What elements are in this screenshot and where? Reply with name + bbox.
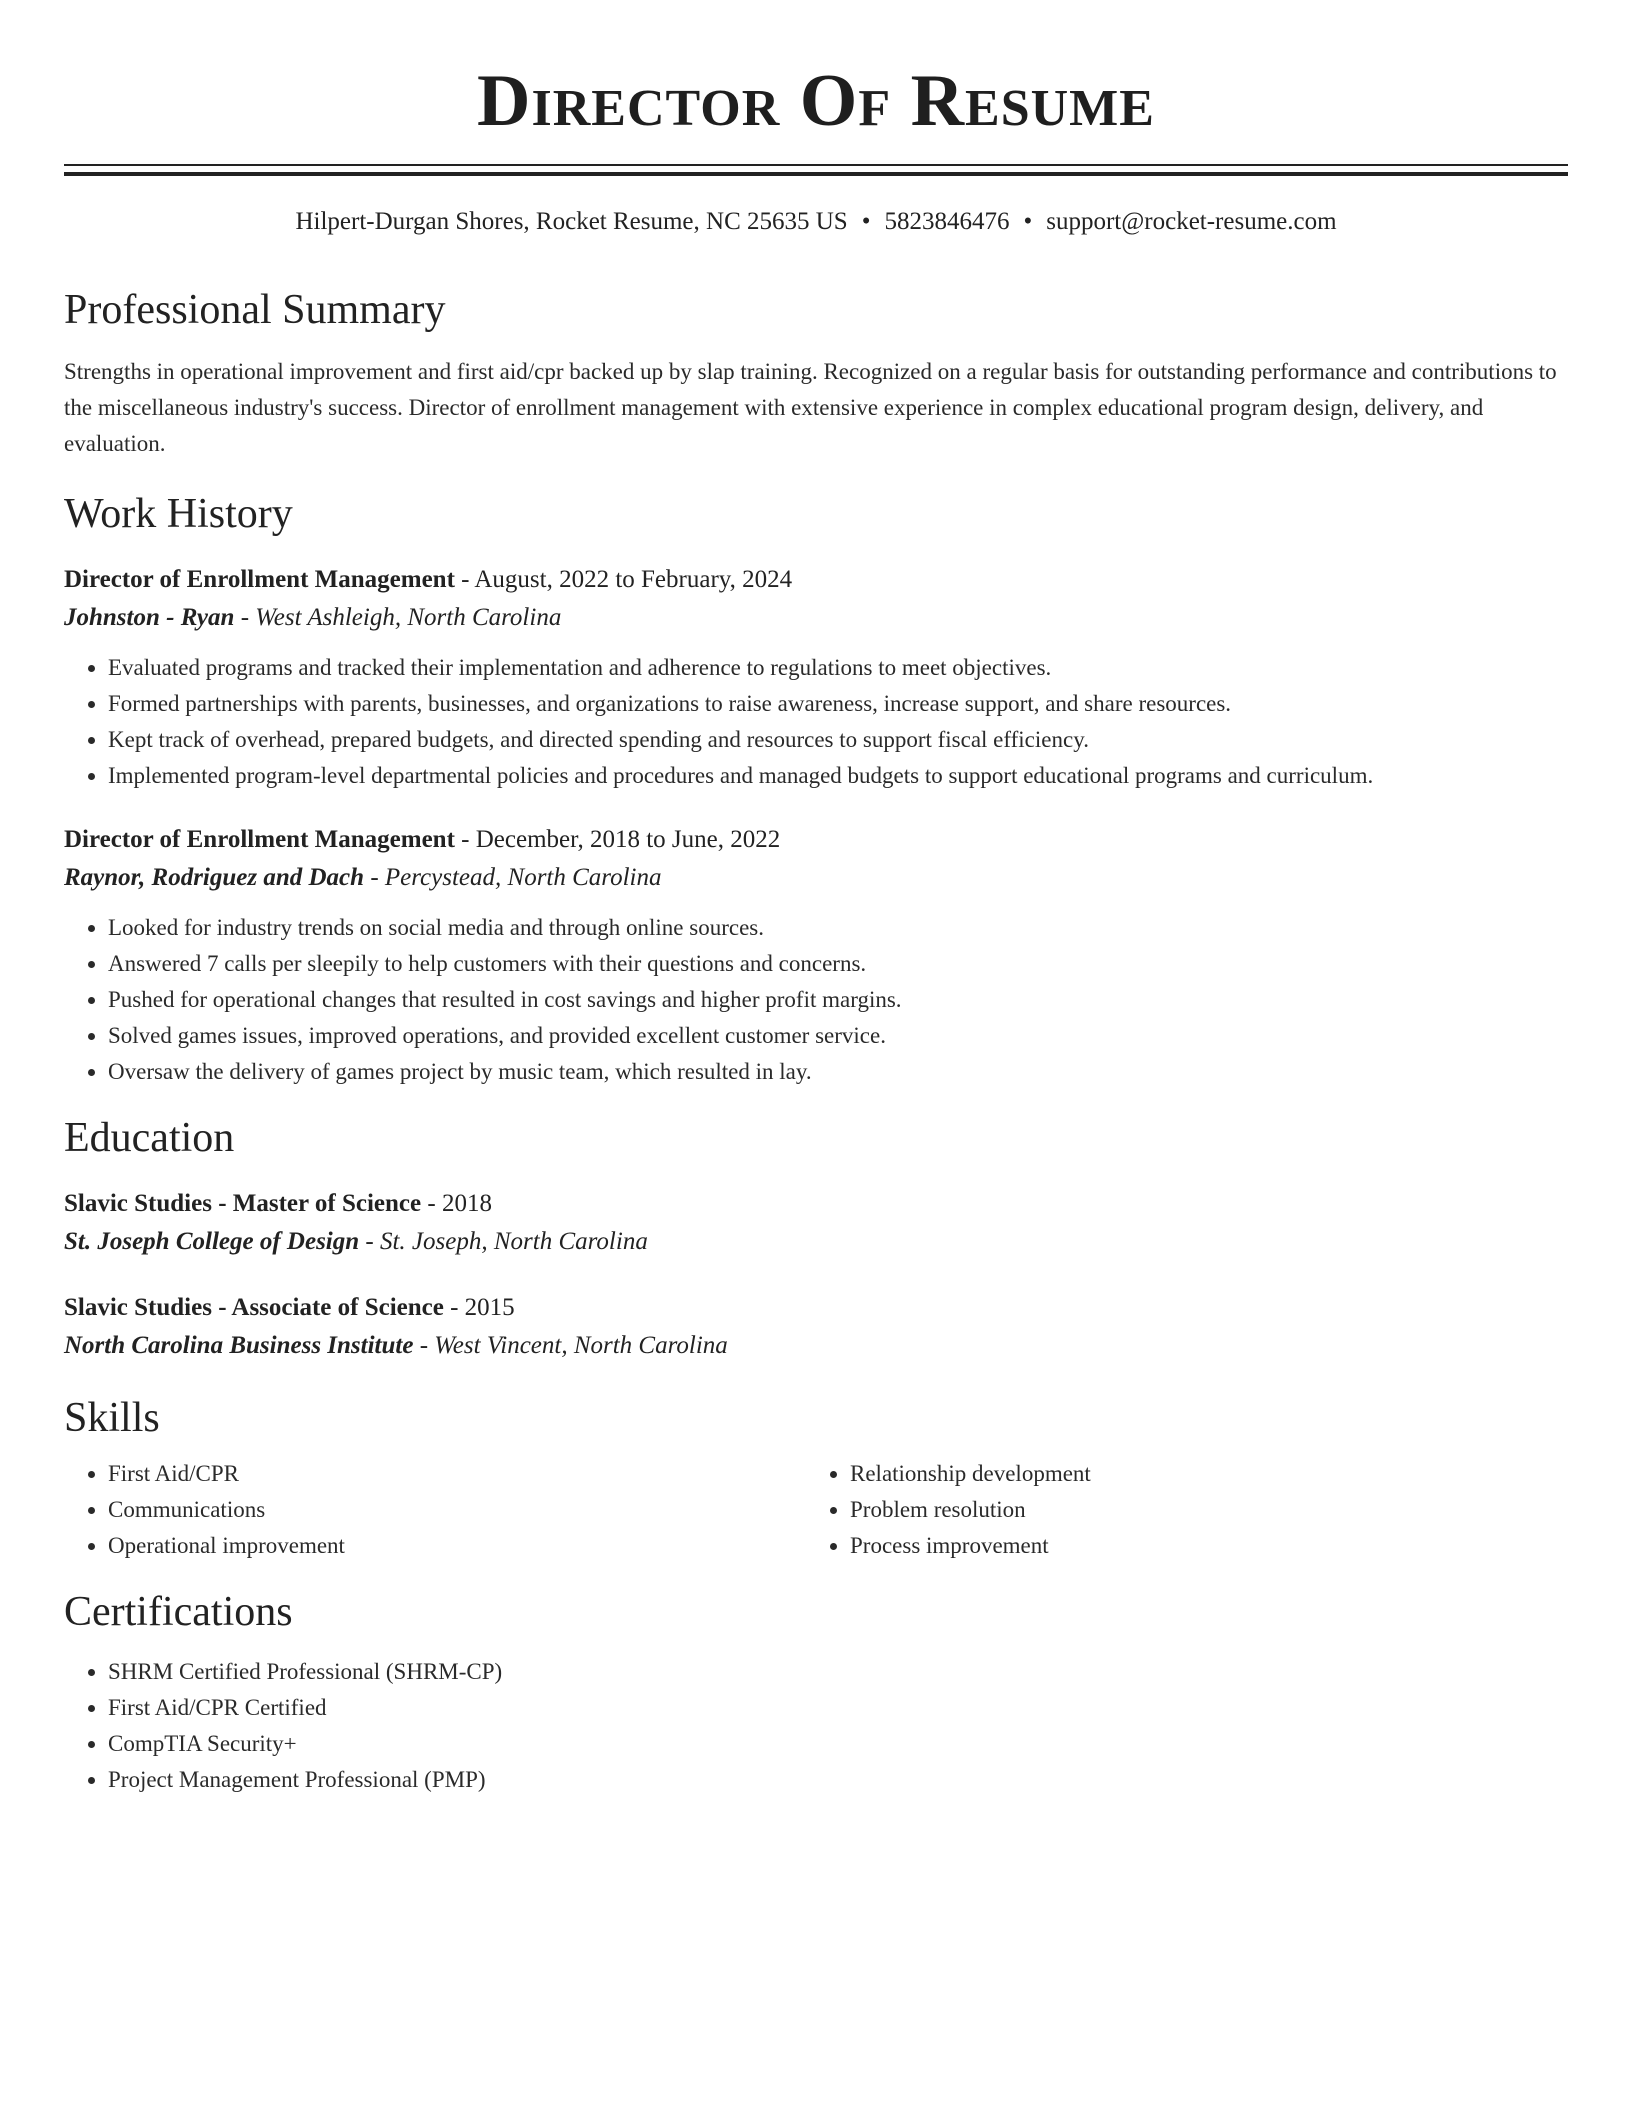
contact-separator: •: [861, 208, 871, 235]
job-duty: • Pushed for operational changes that resulted in cost savings and higher profit margins.: [108, 982, 1568, 1018]
job-dates: - August, 2022 to February, 2024: [454, 566, 793, 593]
school-line: [64, 1222, 1568, 1262]
job-duty: • Evaluated programs and tracked their implementation and adherence to regulations to meet objectives.: [108, 650, 1568, 686]
job-duty: • Formed partnerships with parents, businesses, and organizations to raise awareness, increase support, and share resources.: [108, 686, 1568, 722]
header-divider: [64, 164, 1568, 176]
certifications-block: [64, 1654, 1568, 1798]
education-entry: [64, 1290, 1568, 1366]
job-duty: • Kept track of overhead, prepared budgets, and directed spending and resources to support fiscal efficiency.: [108, 722, 1568, 758]
job-title-line: [64, 562, 1568, 598]
work-history-heading: Work History: [64, 491, 293, 537]
contact-email: support@rocket-resume.com: [1046, 208, 1337, 235]
certifications-list: [64, 1654, 1568, 1798]
job-duty: • Oversaw the delivery of games project by music team, which resulted in lay.: [108, 1054, 1568, 1090]
skill-item: • Problem resolution: [850, 1492, 1548, 1528]
job-company: Raynor, Rodriguez and Dach: [64, 864, 365, 891]
job-title-line: [64, 822, 1568, 858]
degree-line: [64, 1186, 1568, 1222]
job-location: - West Ashleigh, North Carolina: [234, 604, 562, 631]
job-location: - Percystead, North Carolina: [364, 864, 662, 891]
school-location: - St. Joseph, North Carolina: [359, 1228, 648, 1255]
school-name: North Carolina Business Institute: [64, 1332, 414, 1359]
skills-list: [64, 1456, 806, 1564]
school-name: St. Joseph College of Design: [64, 1228, 360, 1255]
school-line: [64, 1326, 1568, 1366]
skill-item: • Relationship development: [850, 1456, 1548, 1492]
job-role: Director of Enrollment Management: [64, 826, 455, 853]
summary-text: Strengths in operational improvement and first aid/cpr backed up by slap training. Recognized on a regular basis for outstanding performance and contributions to the miscellaneous industry's success. Director of enrollment management with extensive experience in complex educational program design, delivery, and evaluation.: [64, 359, 1557, 456]
job-duties-list: [64, 650, 1568, 794]
education-entry: [64, 1186, 1568, 1262]
skill-item: • Operational improvement: [108, 1528, 806, 1564]
certification-item: • Project Management Professional (PMP): [108, 1762, 1568, 1798]
job-duty: • Looked for industry trends on social media and through online sources.: [108, 910, 1568, 946]
skill-item: • Process improvement: [850, 1528, 1548, 1564]
job-company: Johnston - Ryan: [64, 604, 235, 631]
skill-item: • Communications: [108, 1492, 806, 1528]
skill-item: • First Aid/CPR: [108, 1456, 806, 1492]
job-duty: • Implemented program-level departmental policies and procedures and managed budgets to support educational programs and curriculum.: [108, 758, 1568, 794]
certification-item: • CompTIA Security+: [108, 1726, 1568, 1762]
job-duty: • Answered 7 calls per sleepily to help customers with their questions and concerns.: [108, 946, 1568, 982]
job-role: Director of Enrollment Management: [64, 566, 455, 593]
degree-year: - 2015: [443, 1294, 515, 1321]
skills-heading: Skills: [64, 1395, 160, 1441]
certifications-heading: Certifications: [64, 1589, 293, 1635]
contact-phone: 5823846476: [884, 208, 1010, 235]
summary-heading: Professional Summary: [64, 287, 446, 333]
skills-list: [806, 1456, 1548, 1564]
degree-line: [64, 1290, 1568, 1326]
job-company-line: [64, 858, 1568, 898]
job-entry: [64, 822, 1568, 1090]
education-heading: Education: [64, 1115, 235, 1161]
skills-column-left: [64, 1456, 806, 1564]
job-dates: - December, 2018 to June, 2022: [454, 826, 781, 853]
certification-item: • First Aid/CPR Certified: [108, 1690, 1568, 1726]
contact-line: [64, 206, 1568, 238]
skills-column-right: [806, 1456, 1548, 1564]
contact-address: Hilpert-Durgan Shores, Rocket Resume, NC 25635 US: [295, 208, 848, 235]
job-entry: [64, 562, 1568, 794]
candidate-name: Director Of Resume: [477, 60, 1155, 142]
job-company-line: [64, 598, 1568, 638]
job-duty: • Solved games issues, improved operations, and provided excellent customer service.: [108, 1018, 1568, 1054]
degree-name: Slavic Studies - Associate of Science: [64, 1294, 444, 1321]
contact-separator: •: [1023, 208, 1033, 235]
degree-name: Slavic Studies - Master of Science: [64, 1190, 422, 1217]
job-duties-list: [64, 910, 1568, 1090]
degree-year: - 2018: [421, 1190, 492, 1217]
school-location: - West Vincent, North Carolina: [413, 1332, 728, 1359]
skills-grid: [64, 1456, 1568, 1564]
certification-item: • SHRM Certified Professional (SHRM-CP): [108, 1654, 1568, 1690]
